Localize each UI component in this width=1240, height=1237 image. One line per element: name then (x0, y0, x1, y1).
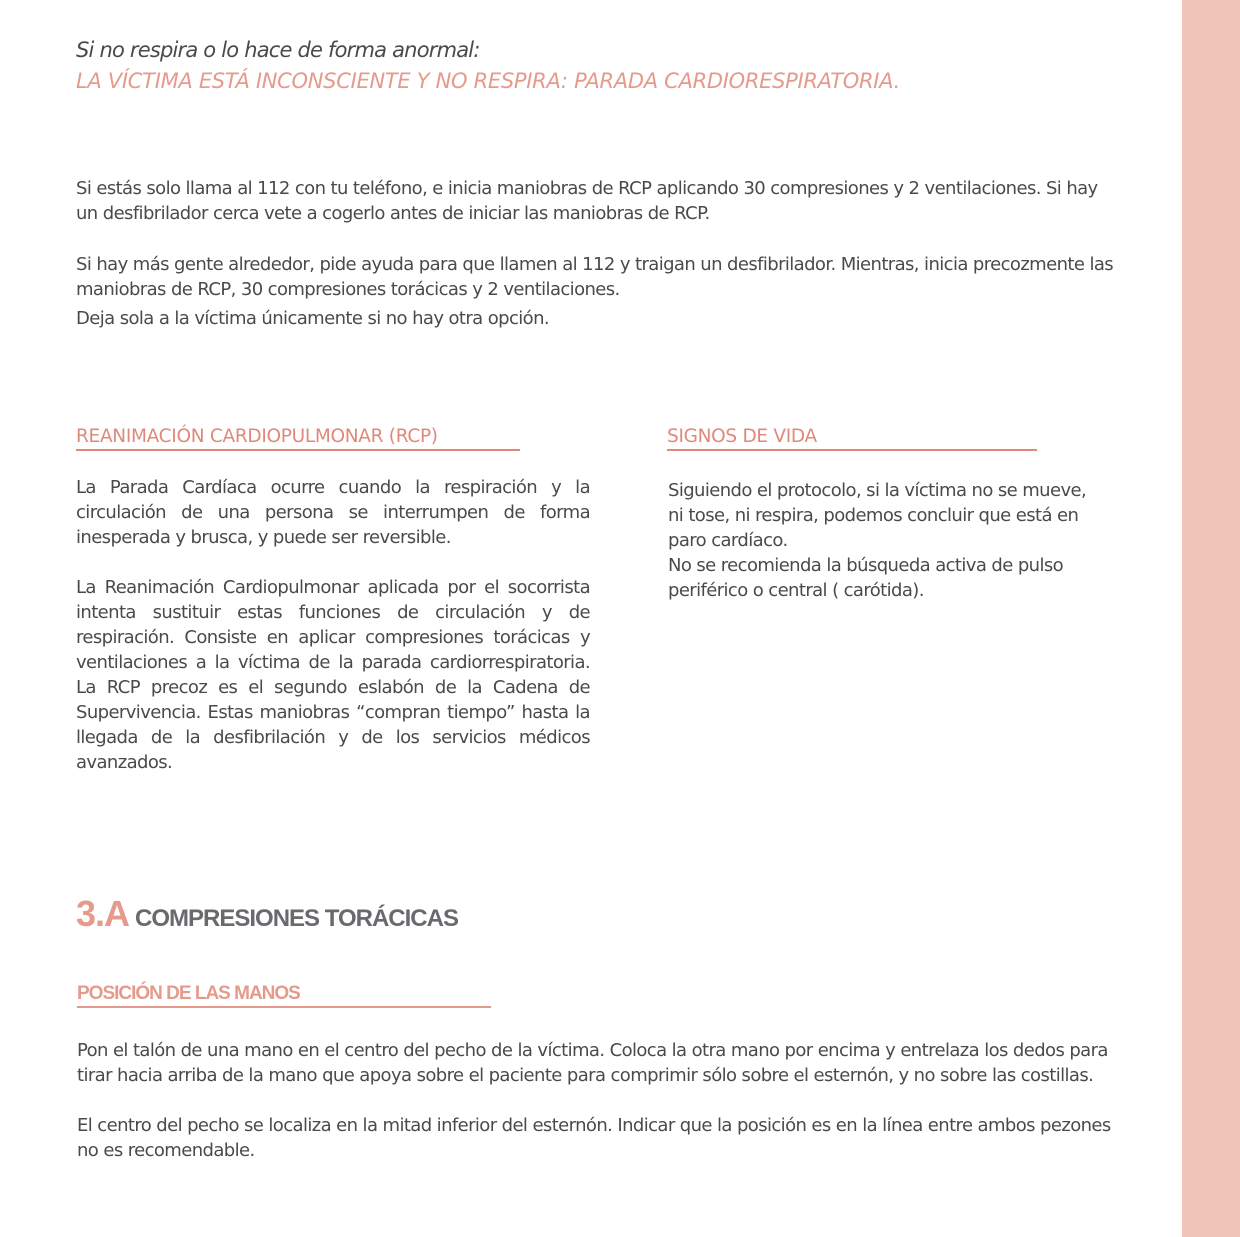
rcp-p2: La Reanimación Cardiopulmonar aplicada por el socorrista intenta sustituir estas funciones de circulación y de respiración. Consiste en aplicar compresiones torácicas y ventilaciones a la víctima de la parada cardiorrespiratoria. La RCP precoz es el segundo eslabón de la Cadena de Supervivencia. Estas maniobras “compran tiempo” hasta la llegada de la desfibrilación y de los servicios médicos avanzados. (76, 577, 590, 773)
instructions-p1: Si estás solo llama al 112 con tu teléfono, e inicia maniobras de RCP aplicando 30 compresiones y 2 ventilaciones. Si hay un desfibrilador cerca vete a cogerlo antes de iniciar las maniobras de RCP. (76, 178, 1098, 224)
signos-p2: No se recomienda la búsqueda activa de pulso periférico o central ( carótida). (668, 555, 1064, 601)
section-p1: Pon el talón de una mano en el centro del pecho de la víctima. Coloca la otra mano por encima y entrelaza los dedos para tirar hacia arriba de la mano que apoya sobre el paciente para comprimir sólo sobre el esternón, y no sobre las costillas. (77, 1040, 1108, 1086)
instructions (76, 176, 1116, 331)
section-number: 3.A (76, 893, 130, 934)
section-p2: El centro del pecho se localiza en la mitad inferior del esternón. Indicar que la posición es en la línea entre ambos pezones no es recomendable. (77, 1115, 1111, 1161)
signos-p1: Siguiendo el protocolo, si la víctima no se mueve, ni tose, ni respira, podemos concluir que está en paro cardíaco. (668, 480, 1087, 551)
decorative-sidebar (1182, 0, 1240, 1237)
section-subheading: POSICIÓN DE LAS MANOS (77, 983, 491, 1008)
section-text (77, 1038, 1112, 1163)
rcp-text (76, 475, 590, 775)
section-title-text: COMPRESIONES TORÁCICAS (135, 905, 458, 932)
rcp-p1: La Parada Cardíaca ocurre cuando la respiración y la circulación de una persona se interrumpen de forma inesperada y brusca, y puede ser reversible. (76, 477, 590, 548)
rcp-heading: REANIMACIÓN CARDIOPULMONAR (RCP) (76, 426, 520, 451)
instructions-p3: Deja sola a la víctima únicamente si no hay otra opción. (76, 308, 550, 329)
intro-answer: LA VÍCTIMA ESTÁ INCONSCIENTE Y NO RESPIRA: PARADA CARDIORESPIRATORIA. (76, 69, 900, 93)
signos-heading: SIGNOS DE VIDA (667, 426, 1037, 451)
section-title (76, 893, 458, 935)
signos-text (668, 478, 1093, 603)
instructions-p2: Si hay más gente alrededor, pide ayuda para que llamen al 112 y traigan un desfibrilador. Mientras, inicia precozmente las maniobras de RCP, 30 compresiones torácicas y 2 ventilaciones. (76, 254, 1114, 300)
intro-question: Si no respira o lo hace de forma anormal: (76, 38, 480, 62)
